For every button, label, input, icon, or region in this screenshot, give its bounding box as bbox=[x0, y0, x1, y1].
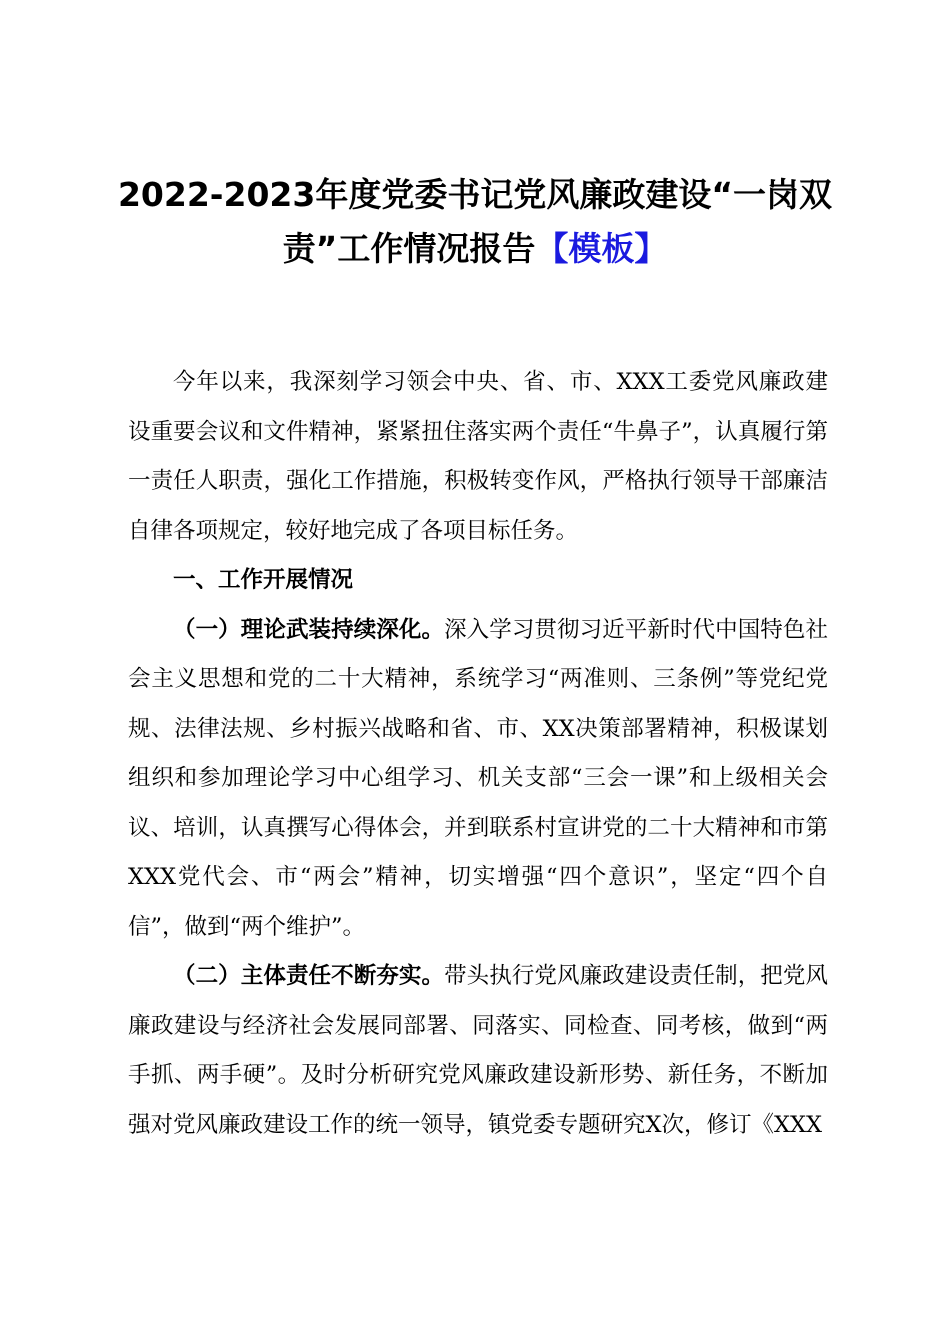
document-title bbox=[110, 168, 840, 276]
item-paragraph-theory bbox=[128, 606, 828, 953]
intro-paragraph: 今年以来，我深刻学习领会中央、省、市、XXX工委党风廉政建设重要会议和文件精神，紧紧扭住落实两个责任“牛鼻子”，认真履行第一责任人职责，强化工作措施，积极转变作风，严格执行领导干部廉洁自律各项规定，较好地完成了各项目标任务。 bbox=[128, 369, 828, 544]
item-text-responsibility: 带头执行党风廉政建设责任制，把党风廉政建设与经济社会发展同部署、同落实、同检查、同考核，做到“两手抓、两手硬”。及时分析研究党风廉政建设新形势、新任务，不断加强对党风廉政建设工作的统一领导，镇党委专题研究X次，修订《XXX bbox=[128, 963, 828, 1138]
section-heading-work-progress: 一、工作开展情况 bbox=[173, 567, 354, 593]
item-lead-theory: （一）理论武装持续深化。 bbox=[173, 616, 445, 643]
item-lead-responsibility: （二）主体责任不断夯实。 bbox=[173, 963, 445, 989]
title-template-tag: 【模板】 bbox=[535, 229, 668, 268]
document-body bbox=[128, 358, 828, 1150]
title-main: 2022-2023年度党委书记党风廉政建设“一岗双责”工作情况报告 bbox=[117, 175, 833, 268]
item-paragraph-responsibility bbox=[128, 952, 828, 1150]
item-text-theory: 深入学习贯彻习近平新时代中国特色社会主义思想和党的二十大精神，系统学习“两准则、三条例”等党纪党规、法律法规、乡村振兴战略和省、市、XX决策部署精神，积极谋划组织和参加理论学习中心组学习、机关支部“三会一课”和上级相关会议、培训，认真撰写心得体会，并到联系村宣讲党的二十大精神和市第XXX党代会、市“两会”精神，切实增强“四个意识”，坚定“四个自信”，做到“两个维护”。 bbox=[128, 616, 828, 940]
